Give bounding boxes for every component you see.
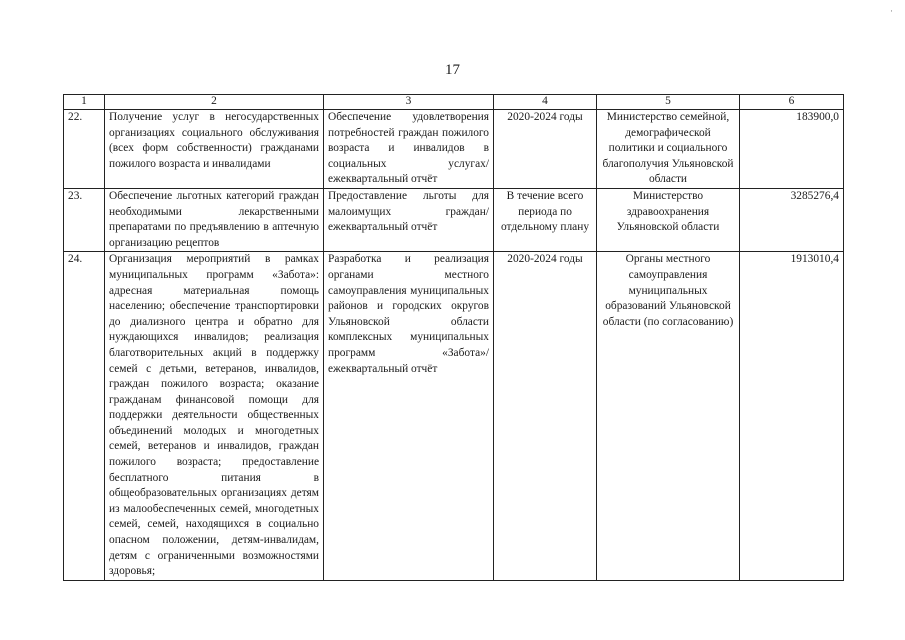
period-cell: 2020-2024 годы [494, 252, 597, 580]
amount-cell: 183900,0 [740, 110, 844, 189]
row-number: 23. [64, 188, 105, 251]
measures-table [63, 94, 844, 581]
row-number: 22. [64, 110, 105, 189]
column-header: 4 [494, 95, 597, 110]
period-cell: 2020-2024 годы [494, 110, 597, 189]
row-number: 24. [64, 252, 105, 580]
result-cell: Разработка и реализация органами местного самоуправления муниципальных районов и городских округов Ульяновской области комплексных муниципальных программ «Забота»/ежеквартальный отчёт [324, 252, 494, 580]
column-header: 1 [64, 95, 105, 110]
event-cell: Получение услуг в негосударственных организациях социального обслуживания (всех форм собственности) гражданами пожилого возраста и инвалидами [105, 110, 324, 189]
column-header: 6 [740, 95, 844, 110]
column-header: 3 [324, 95, 494, 110]
amount-cell: 1913010,4 [740, 252, 844, 580]
scan-corner-mark: · [890, 6, 893, 16]
page-number: 17 [445, 62, 460, 78]
column-header: 2 [105, 95, 324, 110]
result-cell: Предоставление льготы для малоимущих граждан/ежеквартальный отчёт [324, 188, 494, 251]
period-cell: В течение всего периода по отдельному плану [494, 188, 597, 251]
table-row [64, 252, 844, 580]
event-cell: Организация мероприятий в рамках муниципальных программ «Забота»: адресная материальная помощь населению; обеспечение транспортировки до диализного центра и обратно для нуждающихся инвалидов; реализация благотворительных акций в поддержку семей с детьми, ветеранов, инвалидов, граждан пожилого возраста; оказание гражданам финансовой помощи для поддержки деятельности общественных объединений молодых и многодетных семей, ветеранов и инвалидов, граждан пожилого возраста; предоставление бесплатного питания в общеобразовательных организациях детям из малообеспеченных семей, многодетных семей, семей, находящихся в социально опасном положении, детям-инвалидам, детям с ограниченными возможностями здоровья; [105, 252, 324, 580]
amount-cell: 3285276,4 [740, 188, 844, 251]
result-cell: Обеспечение удовлетворения потребностей граждан пожилого возраста и инвалидов в социальных услугах/ежеквартальный отчёт [324, 110, 494, 189]
executor-cell: Органы местного самоуправления муниципальных образований Ульяновской области (по согласованию) [597, 252, 740, 580]
column-header: 5 [597, 95, 740, 110]
executor-cell: Министерство здравоохранения Ульяновской области [597, 188, 740, 251]
event-cell: Обеспечение льготных категорий граждан необходимыми лекарственными препаратами по предъявлению в аптечную организацию рецептов [105, 188, 324, 251]
executor-cell: Министерство семейной, демографической политики и социального благополучия Ульяновской области [597, 110, 740, 189]
table-row [64, 110, 844, 189]
table-header-row [64, 95, 844, 110]
table-row [64, 188, 844, 251]
